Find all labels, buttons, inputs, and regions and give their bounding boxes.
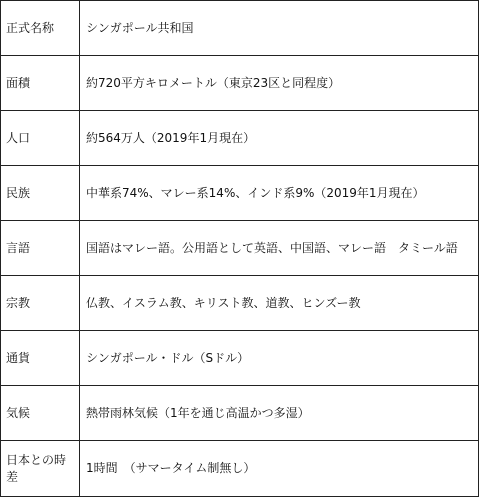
row-label: 日本との時差 <box>1 441 80 497</box>
row-value: 仏教、イスラム教、キリスト教、道教、ヒンズー教 <box>80 276 479 331</box>
table-row-population <box>1 111 479 166</box>
info-table-body <box>1 1 479 497</box>
row-value: シンガポール・ドル（Sドル） <box>80 331 479 386</box>
row-label: 民族 <box>1 166 80 221</box>
row-value: 熱帯雨林気候（1年を通じ高温かつ多湿） <box>80 386 479 441</box>
row-label: 面積 <box>1 56 80 111</box>
row-label: 通貨 <box>1 331 80 386</box>
row-label: 宗教 <box>1 276 80 331</box>
row-value: 約720平方キロメートル（東京23区と同程度） <box>80 56 479 111</box>
row-value: 中華系74%、マレー系14%、インド系9%（2019年1月現在） <box>80 166 479 221</box>
row-label: 人口 <box>1 111 80 166</box>
row-value: 約564万人（2019年1月現在） <box>80 111 479 166</box>
table-row-official-name <box>1 1 479 56</box>
table-row-climate <box>1 386 479 441</box>
table-row-religion <box>1 276 479 331</box>
row-value: 国語はマレー語。公用語として英語、中国語、マレー語 タミール語 <box>80 221 479 276</box>
table-row-area <box>1 56 479 111</box>
table-row-time-difference <box>1 441 479 497</box>
row-label: 正式名称 <box>1 1 80 56</box>
row-label: 言語 <box>1 221 80 276</box>
row-value: シンガポール共和国 <box>80 1 479 56</box>
table-row-currency <box>1 331 479 386</box>
table-row-ethnicity <box>1 166 479 221</box>
row-label: 気候 <box>1 386 80 441</box>
table-row-language <box>1 221 479 276</box>
row-value: 1時間 （サマータイム制無し） <box>80 441 479 497</box>
